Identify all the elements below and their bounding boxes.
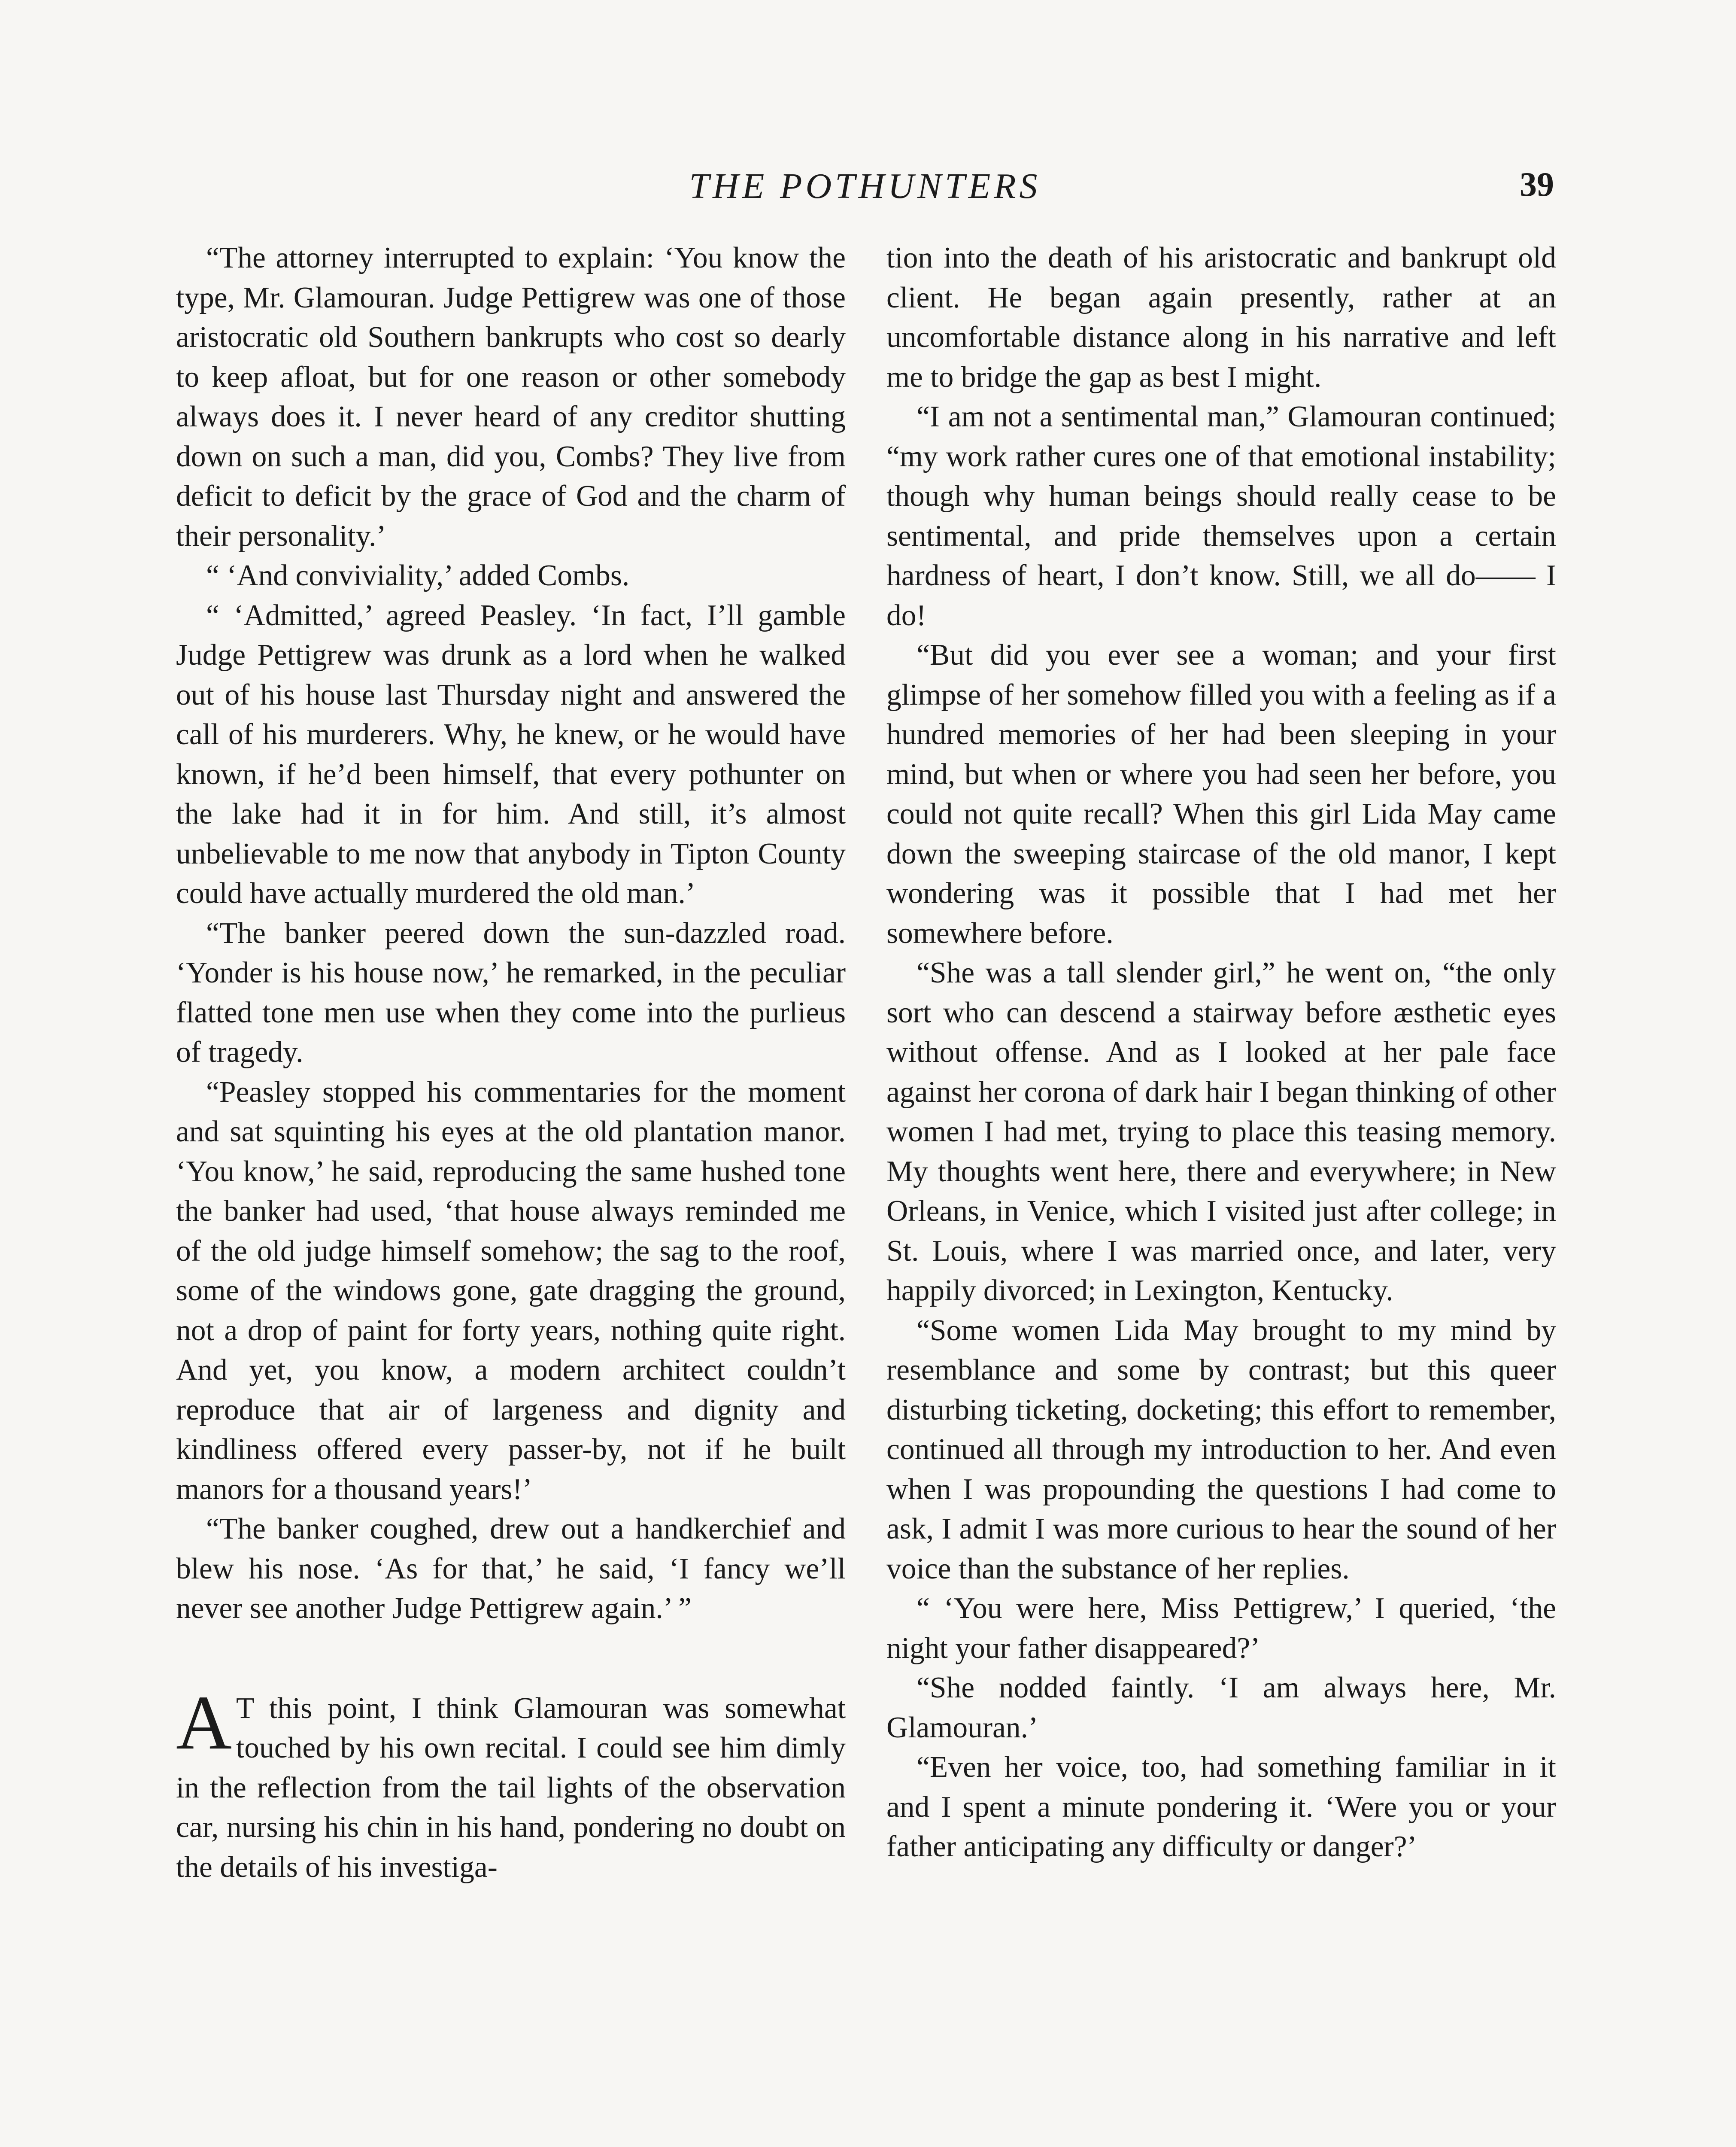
paragraph: “ ‘And conviviality,’ added Combs. [206, 559, 630, 592]
drop-cap: A [176, 1679, 232, 1765]
paragraph: “The banker coughed, drew out a handkerchief and blew his nose. ‘As for that,’ he said, ‘I fancy we’ll never see another Judge Pettigrew again.’ ” [176, 1512, 846, 1625]
paragraph: tion into the death of his aristocratic and bankrupt old client. He began again presently, rather at an uncomfortable distance along in his narrative and left me to bridge the gap as best I might. [886, 241, 1556, 394]
paragraph: “Peasley stopped his commentaries for the moment and sat squinting his eyes at the old plantation manor. ‘You know,’ he said, reproducing the same hushed tone the banker had used, ‘that house always reminded me of the old judge himself somehow; the sag to the roof, some of the windows gone, gate dragging the ground, not a drop of paint for forty years, nothing quite right. And yet, you know, a modern architect couldn’t reproduce that air of largeness and dignity and kindliness offered every passer-by, not if he built manors for a thousand years!’ [176, 1075, 846, 1506]
paragraph: “Even her voice, too, had something familiar in it and I spent a minute pondering it. ‘Were you or your father anticipating any difficulty or danger?’ [886, 1751, 1556, 1863]
paragraph: “ ‘You were here, Miss Pettigrew,’ I queried, ‘the night your father disappeared?’ [886, 1592, 1556, 1665]
right-column [886, 238, 1556, 1867]
paragraph: “I am not a sentimental man,” Glamouran continued; “my work rather cures one of that emotional instability; though why human beings should really cease to be sentimental, and pride themselves upon a certain hardness of heart, I don’t know. Still, we all do—— I do! [886, 400, 1556, 632]
paragraph: “But did you ever see a woman; and your first glimpse of her somehow filled you with a feeling as if a hundred memories of her had been sleeping in your mind, but when or where you had seen her before, you could not quite recall? When this girl Lida May came down the sweeping staircase of the old manor, I kept wondering was it possible that I had met her somewhere before. [886, 639, 1556, 950]
paragraph: “ ‘Admitted,’ agreed Peasley. ‘In fact, I’ll gamble Judge Pettigrew was drunk as a lord when he walked out of his house last Thursday night and answered the call of his murderers. Why, he knew, or he would have known, if he’d been himself, that every pothunter on the lake had it in for him. And still, it’s almost unbelievable to me now that anybody in Tipton County could have actually murdered the old man.’ [176, 599, 846, 910]
paragraph: “She was a tall slender girl,” he went on, “the only sort who can descend a stairway before æsthetic eyes without offense. And as I looked at her pale face against her corona of dark hair I began thinking of other women I had met, trying to place this teasing memory. My thoughts went here, there and everywhere; in New Orleans, in Venice, which I visited just after college; in St. Louis, where I was married once, and later, very happily divorced; in Lexington, Kentucky. [886, 956, 1556, 1307]
paragraph: “She nodded faintly. ‘I am always here, Mr. Glamouran.’ [886, 1671, 1556, 1744]
paragraph: “Some women Lida May brought to my mind by resemblance and some by contrast; but this queer disturbing ticketing, docketing; this effort to remember, continued all through my introduction to her. And even when I was propounding the questions I had come to ask, I admit I was more curious to hear the sound of her voice than the substance of her replies. [886, 1314, 1556, 1585]
section-text: T this point, I think Glamouran was somewhat touched by his own recital. I could see him dimly in the reflection from the tail lights of the observation car, nursing his chin in his hand, pondering no doubt on the details of his investiga- [176, 1691, 846, 1884]
paragraph: “The banker peered down the sun-dazzled road. ‘Yonder is his house now,’ he remarked, in the peculiar flatted tone men use when they come into the purlieus of tragedy. [176, 916, 846, 1069]
page-header [176, 165, 1554, 217]
running-title: THE POTHUNTERS [689, 166, 1041, 206]
left-column [176, 238, 846, 1887]
page-number: 39 [1520, 166, 1554, 204]
section-opening-paragraph [176, 1679, 846, 1888]
paragraph: “The attorney interrupted to explain: ‘You know the type, Mr. Glamouran. Judge Pettigrew was one of those aristocratic old Southern bankrupts who cost so dearly to keep afloat, but for one reason or other somebody always does it. I never heard of any creditor shutting down on such a man, did you, Combs? They live from deficit to deficit by the grace of God and the charm of their personality.’ [176, 241, 846, 553]
